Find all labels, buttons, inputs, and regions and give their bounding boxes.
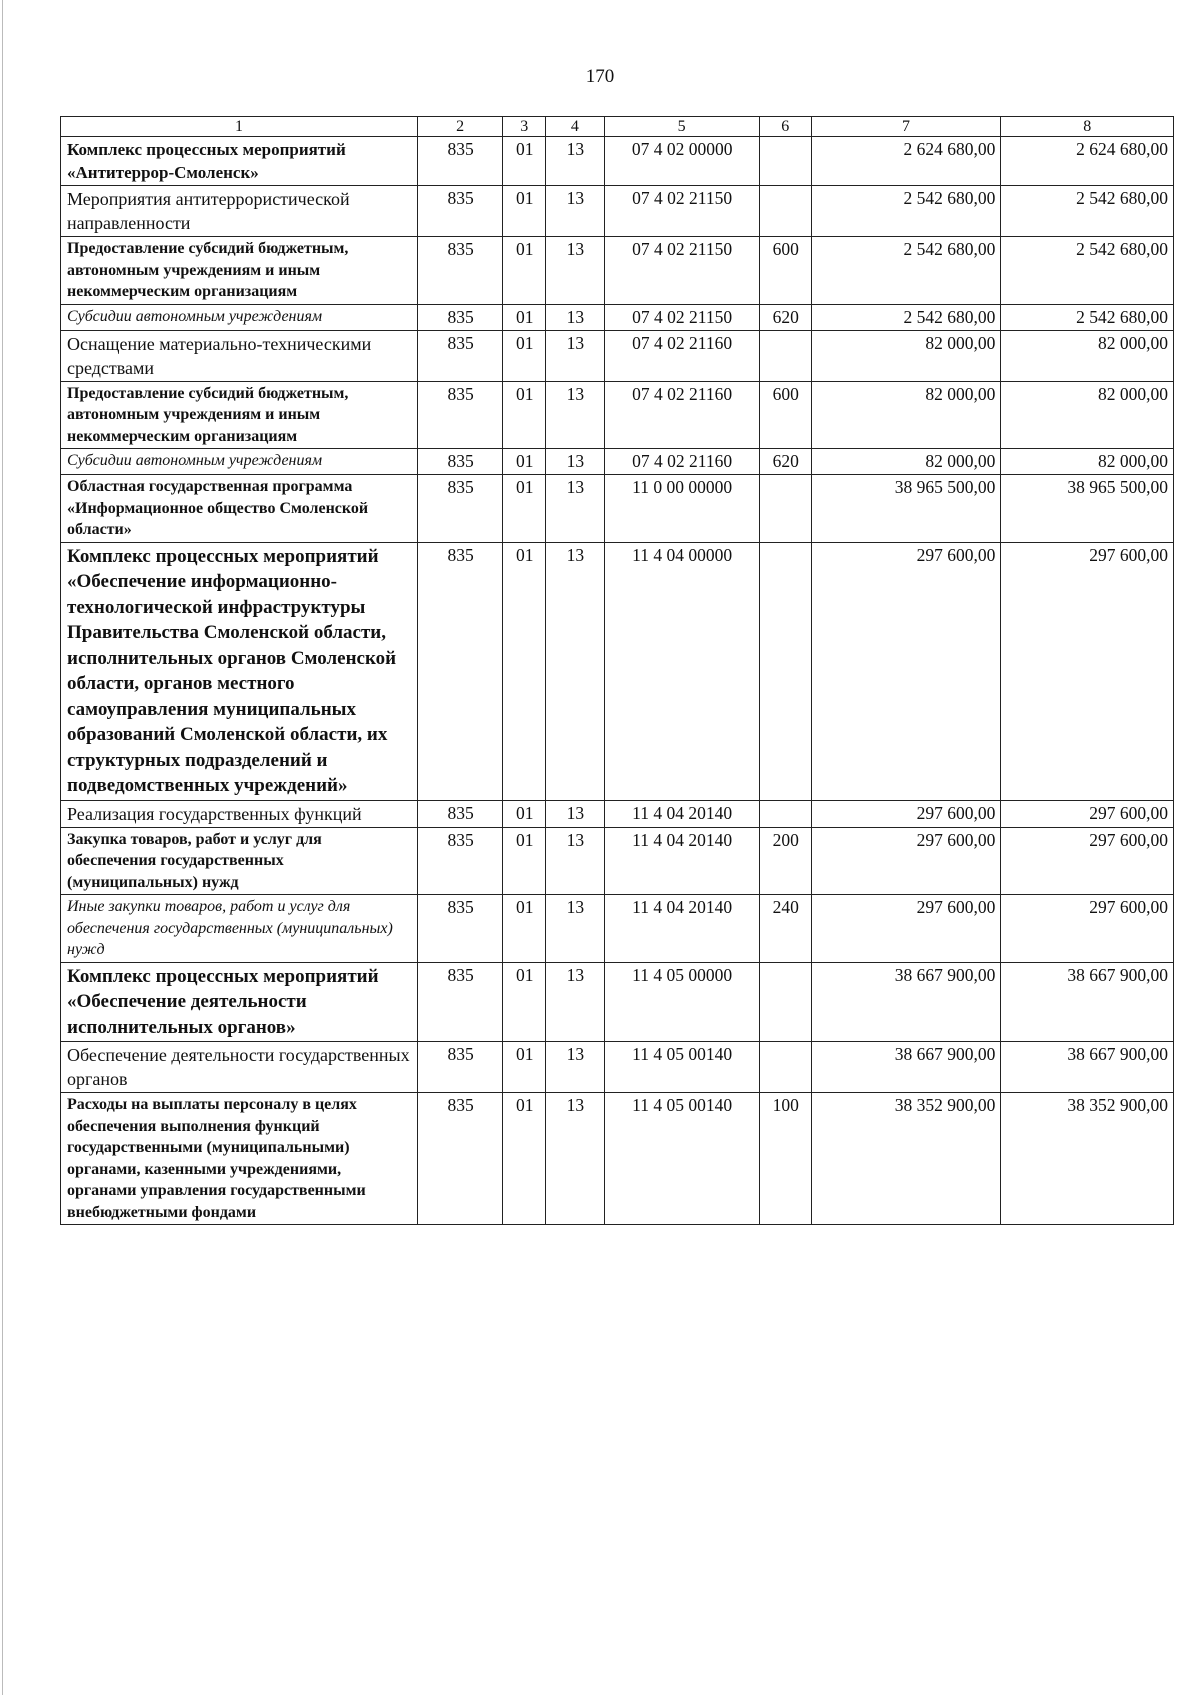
row-expense-type-cell: 620 — [759, 449, 811, 475]
row-target-article-cell: 11 4 04 20140 — [604, 895, 759, 963]
row-admin-code-cell: 835 — [417, 827, 502, 895]
row-admin-code-cell: 835 — [417, 330, 502, 381]
row-target-article-cell: 11 4 04 00000 — [604, 542, 759, 800]
row-admin-code-cell: 835 — [417, 449, 502, 475]
row-subsection-cell: 13 — [546, 304, 604, 330]
table-row — [61, 827, 1174, 895]
table-row — [61, 1042, 1174, 1093]
row-expense-type-cell: 100 — [759, 1093, 811, 1225]
table-row — [61, 962, 1174, 1042]
row-target-article-cell: 11 4 05 00000 — [604, 962, 759, 1042]
header-cell: 4 — [546, 117, 604, 137]
row-amount-col7-cell: 2 542 680,00 — [811, 237, 1001, 305]
header-cell: 8 — [1001, 117, 1174, 137]
row-name-cell: Оснащение материально-техническими средствами — [61, 330, 418, 381]
row-target-article-cell: 11 4 04 20140 — [604, 827, 759, 895]
row-subsection-cell: 13 — [546, 475, 604, 543]
row-name-cell: Расходы на выплаты персоналу в целях обеспечения выполнения функций государственными (муниципальными) органами, казенными учреждениями, органами управления государственными внебюджетными фондами — [61, 1093, 418, 1225]
row-name-cell: Обеспечение деятельности государственных органов — [61, 1042, 418, 1093]
row-amount-col8-cell: 38 965 500,00 — [1001, 475, 1174, 543]
row-amount-col7-cell: 297 600,00 — [811, 542, 1001, 800]
header-cell: 6 — [759, 117, 811, 137]
row-target-article-cell: 11 4 05 00140 — [604, 1042, 759, 1093]
row-subsection-cell: 13 — [546, 137, 604, 186]
row-admin-code-cell: 835 — [417, 381, 502, 449]
row-subsection-cell: 13 — [546, 330, 604, 381]
row-section-cell: 01 — [503, 304, 546, 330]
row-admin-code-cell: 835 — [417, 186, 502, 237]
table-row — [61, 186, 1174, 237]
row-target-article-cell: 11 4 04 20140 — [604, 800, 759, 827]
row-expense-type-cell — [759, 475, 811, 543]
row-target-article-cell: 07 4 02 21160 — [604, 381, 759, 449]
row-amount-col8-cell: 297 600,00 — [1001, 895, 1174, 963]
table-row — [61, 542, 1174, 800]
row-admin-code-cell: 835 — [417, 137, 502, 186]
table-row — [61, 237, 1174, 305]
header-cell: 2 — [417, 117, 502, 137]
row-subsection-cell: 13 — [546, 895, 604, 963]
row-amount-col7-cell: 2 542 680,00 — [811, 304, 1001, 330]
row-amount-col8-cell: 2 624 680,00 — [1001, 137, 1174, 186]
header-cell: 7 — [811, 117, 1001, 137]
table-row — [61, 381, 1174, 449]
row-subsection-cell: 13 — [546, 962, 604, 1042]
row-section-cell: 01 — [503, 137, 546, 186]
row-section-cell: 01 — [503, 186, 546, 237]
row-admin-code-cell: 835 — [417, 895, 502, 963]
row-target-article-cell: 07 4 02 21150 — [604, 237, 759, 305]
row-admin-code-cell: 835 — [417, 800, 502, 827]
row-name-cell: Комплекс процессных мероприятий «Антитеррор-Смоленск» — [61, 137, 418, 186]
table-row — [61, 895, 1174, 963]
row-name-cell: Субсидии автономным учреждениям — [61, 304, 418, 330]
row-name-cell: Иные закупки товаров, работ и услуг для обеспечения государственных (муниципальных) нужд — [61, 895, 418, 963]
row-expense-type-cell — [759, 800, 811, 827]
header-cell: 3 — [503, 117, 546, 137]
row-name-cell: Предоставление субсидий бюджетным, автономным учреждениям и иным некоммерческим организациям — [61, 381, 418, 449]
row-amount-col7-cell: 2 542 680,00 — [811, 186, 1001, 237]
budget-table — [60, 116, 1174, 1225]
row-name-cell: Закупка товаров, работ и услуг для обеспечения государственных (муниципальных) нужд — [61, 827, 418, 895]
row-subsection-cell: 13 — [546, 1042, 604, 1093]
row-amount-col8-cell: 297 600,00 — [1001, 800, 1174, 827]
row-subsection-cell: 13 — [546, 381, 604, 449]
header-row — [61, 117, 1174, 137]
row-expense-type-cell: 620 — [759, 304, 811, 330]
row-expense-type-cell — [759, 542, 811, 800]
row-target-article-cell: 11 0 00 00000 — [604, 475, 759, 543]
table-row — [61, 475, 1174, 543]
row-target-article-cell: 07 4 02 21150 — [604, 304, 759, 330]
row-expense-type-cell: 600 — [759, 381, 811, 449]
table-row — [61, 800, 1174, 827]
row-amount-col7-cell: 297 600,00 — [811, 800, 1001, 827]
row-name-cell: Мероприятия антитеррористической направленности — [61, 186, 418, 237]
table-row — [61, 304, 1174, 330]
row-target-article-cell: 07 4 02 21160 — [604, 449, 759, 475]
row-admin-code-cell: 835 — [417, 1042, 502, 1093]
row-target-article-cell: 07 4 02 21160 — [604, 330, 759, 381]
row-amount-col8-cell: 82 000,00 — [1001, 330, 1174, 381]
header-cell: 5 — [604, 117, 759, 137]
row-target-article-cell: 07 4 02 21150 — [604, 186, 759, 237]
row-section-cell: 01 — [503, 330, 546, 381]
row-amount-col7-cell: 38 352 900,00 — [811, 1093, 1001, 1225]
row-amount-col8-cell: 2 542 680,00 — [1001, 304, 1174, 330]
row-section-cell: 01 — [503, 962, 546, 1042]
row-admin-code-cell: 835 — [417, 237, 502, 305]
row-section-cell: 01 — [503, 827, 546, 895]
table-row — [61, 330, 1174, 381]
row-name-cell: Предоставление субсидий бюджетным, автономным учреждениям и иным некоммерческим организациям — [61, 237, 418, 305]
page-number: 170 — [585, 66, 615, 87]
row-amount-col8-cell: 2 542 680,00 — [1001, 186, 1174, 237]
row-section-cell: 01 — [503, 381, 546, 449]
row-subsection-cell: 13 — [546, 237, 604, 305]
row-expense-type-cell — [759, 186, 811, 237]
row-section-cell: 01 — [503, 800, 546, 827]
row-expense-type-cell — [759, 330, 811, 381]
row-amount-col8-cell: 82 000,00 — [1001, 449, 1174, 475]
row-amount-col7-cell: 82 000,00 — [811, 330, 1001, 381]
row-admin-code-cell: 835 — [417, 962, 502, 1042]
row-name-cell: Комплекс процессных мероприятий «Обеспечение информационно-технологической инфраструктуры Правительства Смоленской области, исполнительных органов Смоленской области, органов местного самоуправления муниципальных образований Смоленской области, их структурных подразделений и подведомственных учреждений» — [61, 542, 418, 800]
row-section-cell: 01 — [503, 542, 546, 800]
row-amount-col8-cell: 2 542 680,00 — [1001, 237, 1174, 305]
row-section-cell: 01 — [503, 449, 546, 475]
row-subsection-cell: 13 — [546, 542, 604, 800]
table-row — [61, 1093, 1174, 1225]
row-subsection-cell: 13 — [546, 800, 604, 827]
row-expense-type-cell — [759, 137, 811, 186]
row-amount-col7-cell: 38 667 900,00 — [811, 962, 1001, 1042]
row-subsection-cell: 13 — [546, 827, 604, 895]
row-name-cell: Областная государственная программа «Информационное общество Смоленской области» — [61, 475, 418, 543]
row-amount-col8-cell: 38 667 900,00 — [1001, 962, 1174, 1042]
row-section-cell: 01 — [503, 1093, 546, 1225]
row-amount-col8-cell: 38 667 900,00 — [1001, 1042, 1174, 1093]
row-amount-col8-cell: 297 600,00 — [1001, 542, 1174, 800]
row-name-cell: Субсидии автономным учреждениям — [61, 449, 418, 475]
row-amount-col7-cell: 297 600,00 — [811, 827, 1001, 895]
row-amount-col7-cell: 38 965 500,00 — [811, 475, 1001, 543]
row-admin-code-cell: 835 — [417, 542, 502, 800]
row-amount-col7-cell: 82 000,00 — [811, 381, 1001, 449]
row-admin-code-cell: 835 — [417, 1093, 502, 1225]
row-subsection-cell: 13 — [546, 186, 604, 237]
row-expense-type-cell — [759, 1042, 811, 1093]
row-amount-col7-cell: 82 000,00 — [811, 449, 1001, 475]
row-expense-type-cell: 240 — [759, 895, 811, 963]
row-amount-col8-cell: 297 600,00 — [1001, 827, 1174, 895]
row-subsection-cell: 13 — [546, 1093, 604, 1225]
row-subsection-cell: 13 — [546, 449, 604, 475]
row-target-article-cell: 07 4 02 00000 — [604, 137, 759, 186]
scan-left-edge — [2, 0, 3, 1695]
row-target-article-cell: 11 4 05 00140 — [604, 1093, 759, 1225]
row-amount-col7-cell: 297 600,00 — [811, 895, 1001, 963]
row-amount-col8-cell: 82 000,00 — [1001, 381, 1174, 449]
row-section-cell: 01 — [503, 475, 546, 543]
row-admin-code-cell: 835 — [417, 304, 502, 330]
row-amount-col7-cell: 38 667 900,00 — [811, 1042, 1001, 1093]
row-admin-code-cell: 835 — [417, 475, 502, 543]
table-row — [61, 137, 1174, 186]
row-name-cell: Комплекс процессных мероприятий «Обеспечение деятельности исполнительных органов» — [61, 962, 418, 1042]
row-expense-type-cell: 200 — [759, 827, 811, 895]
header-cell: 1 — [61, 117, 418, 137]
row-section-cell: 01 — [503, 895, 546, 963]
row-name-cell: Реализация государственных функций — [61, 800, 418, 827]
row-amount-col8-cell: 38 352 900,00 — [1001, 1093, 1174, 1225]
row-section-cell: 01 — [503, 1042, 546, 1093]
row-section-cell: 01 — [503, 237, 546, 305]
table-row — [61, 449, 1174, 475]
row-expense-type-cell: 600 — [759, 237, 811, 305]
row-expense-type-cell — [759, 962, 811, 1042]
row-amount-col7-cell: 2 624 680,00 — [811, 137, 1001, 186]
